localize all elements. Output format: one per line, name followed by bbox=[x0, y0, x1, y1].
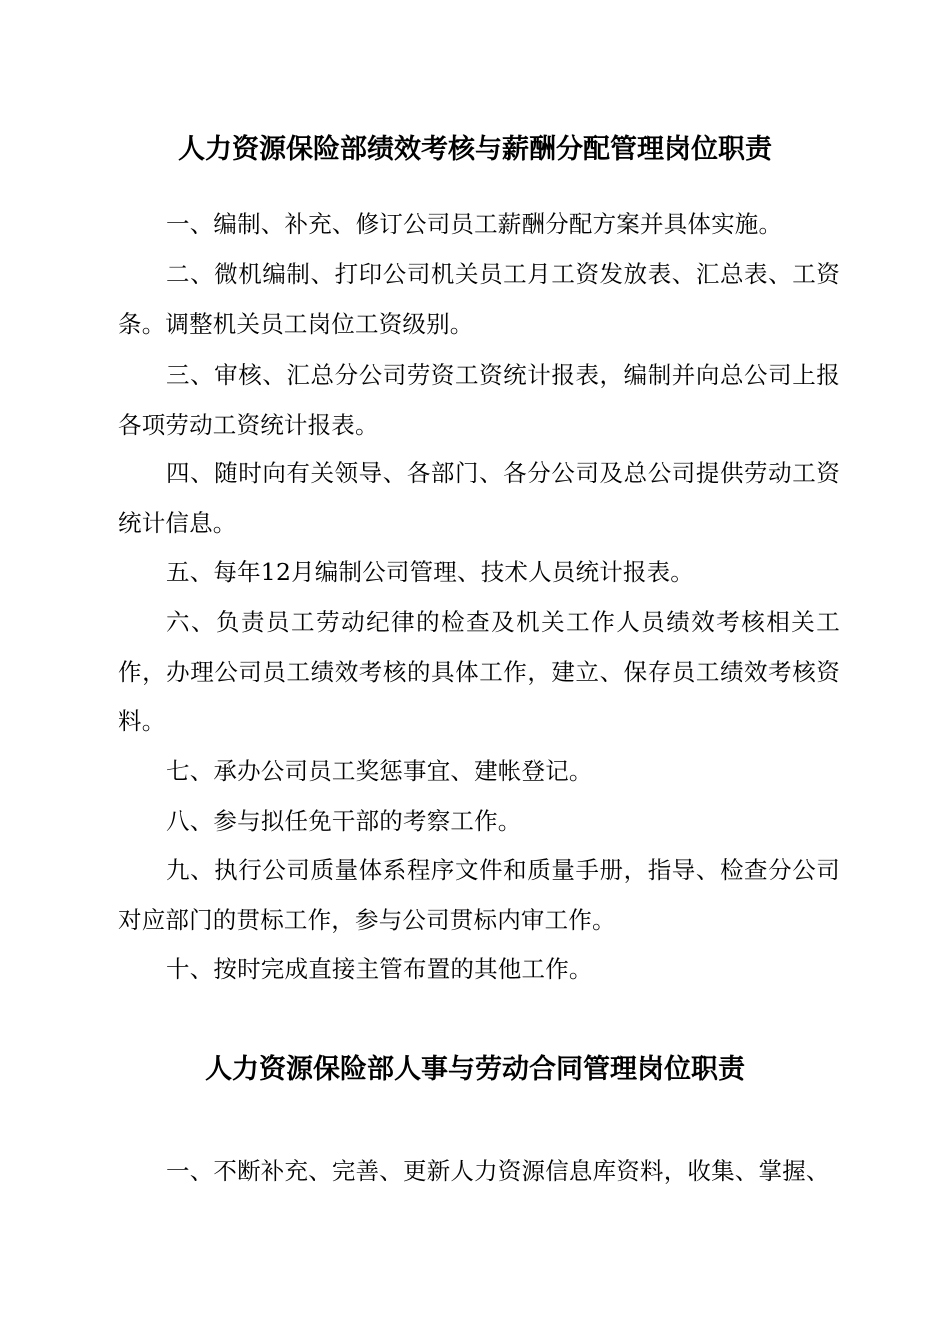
section-2-title: 人力资源保险部人事与劳动合同管理岗位职责 bbox=[205, 1054, 745, 1085]
section-1-item-5: 五、每年12月编制公司管理、技术人员统计报表。 bbox=[166, 558, 695, 586]
section-1-item-1: 一、编制、补充、修订公司员工薪酬分配方案并具体实施。 bbox=[166, 210, 783, 238]
section-1-item-3: 三、审核、汇总分公司劳资工资统计报表，编制并向总公司上报各项劳动工资统计报表。 bbox=[118, 361, 840, 439]
section-1-title: 人力资源保险部绩效考核与薪酬分配管理岗位职责 bbox=[178, 134, 772, 165]
section-1-item-4: 四、随时向有关领导、各部门、各分公司及总公司提供劳动工资统计信息。 bbox=[118, 459, 840, 537]
section-2-item-1: 一、不断补充、完善、更新人力资源信息库资料，收集、掌握、 bbox=[166, 1157, 830, 1185]
section-1-item-2: 二、微机编制、打印公司机关员工月工资发放表、汇总表、工资条。调整机关员工岗位工资级别。 bbox=[118, 260, 840, 338]
section-1-item-6: 六、负责员工劳动纪律的检查及机关工作人员绩效考核相关工作，办理公司员工绩效考核的具体工作，建立、保存员工绩效考核资料。 bbox=[118, 608, 840, 735]
section-1-item-8: 八、参与拟任免干部的考察工作。 bbox=[166, 807, 522, 835]
section-1-item-10: 十、按时完成直接主管布置的其他工作。 bbox=[166, 955, 593, 983]
section-1-item-7: 七、承办公司员工奖惩事宜、建帐登记。 bbox=[166, 757, 593, 785]
section-1-item-9: 九、执行公司质量体系程序文件和质量手册，指导、检查分公司对应部门的贯标工作，参与公司贯标内审工作。 bbox=[118, 856, 840, 934]
